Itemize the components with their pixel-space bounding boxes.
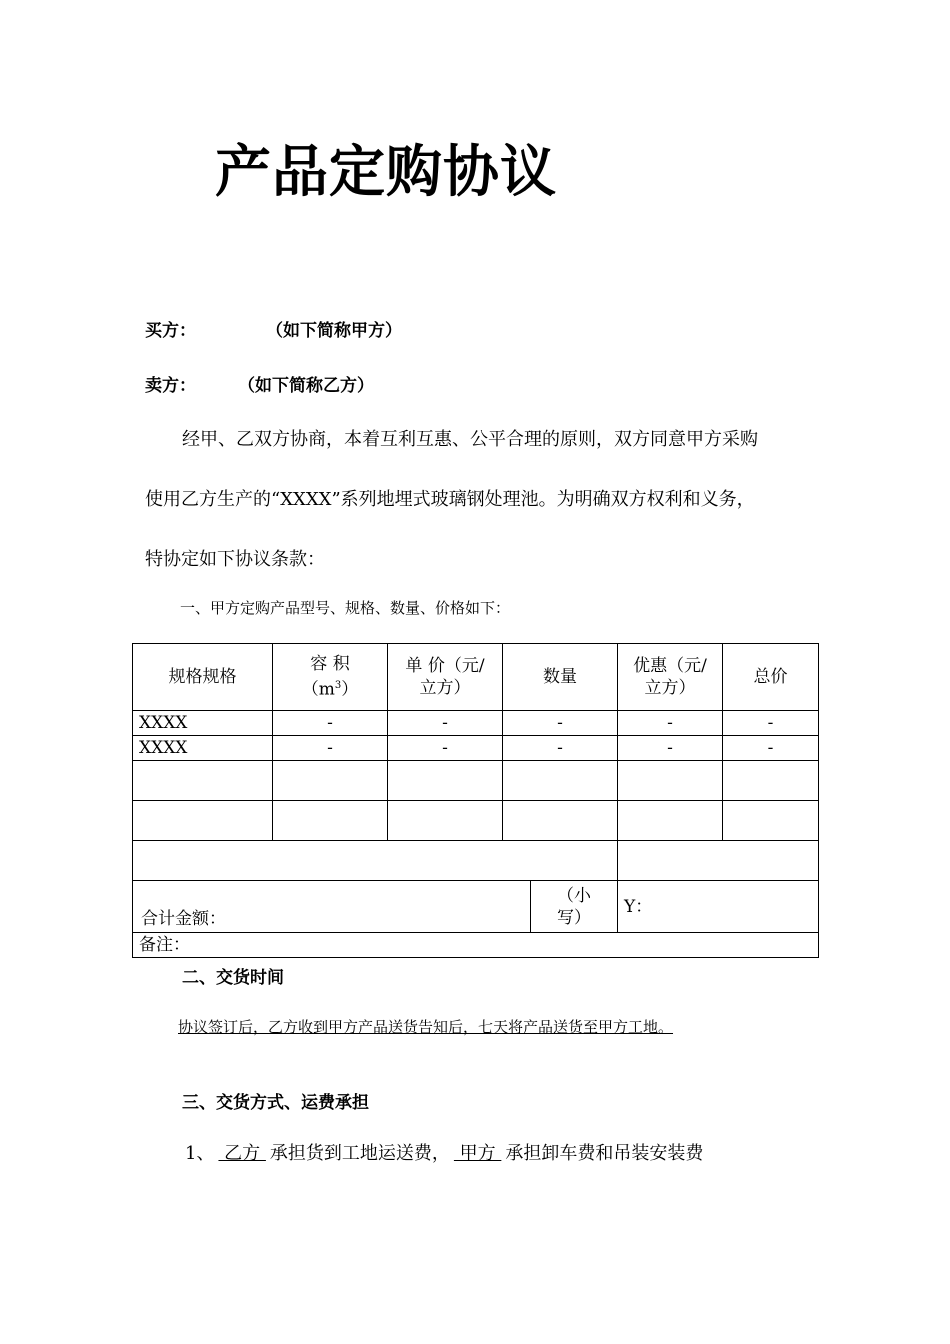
lowercase-label: （小 写） xyxy=(530,881,617,932)
table-row: XXXX - - - - - xyxy=(133,711,819,736)
party-seller: 乙方 xyxy=(218,1143,266,1164)
header-unit-price: 单 价（元/ 立方） xyxy=(388,644,503,711)
seller-label: 卖方： xyxy=(145,376,196,396)
section3-item-1: 1、 乙方 承担货到工地运送费， 甲方 承担卸车费和吊装安装费 xyxy=(185,1143,704,1164)
product-table xyxy=(132,643,819,958)
header-total: 总价 xyxy=(723,644,819,711)
header-volume: 容 积 $(m^3)$ xyxy=(273,644,388,711)
total-amount-label: 合计金额： xyxy=(141,909,226,929)
table-row-empty xyxy=(133,801,819,841)
seller-note: （如下简称乙方） xyxy=(238,376,374,396)
intro-line-2: 使用乙方生产的“XXXX”系列地埋式玻璃钢处理池。为明确双方权利和义务， xyxy=(145,489,755,510)
header-discount: 优惠（元/ 立方） xyxy=(618,644,723,711)
section1-heading: 一、甲方定购产品型号、规格、数量、价格如下： xyxy=(180,599,511,617)
table-row-empty xyxy=(133,841,819,881)
remarks-label: 备注： xyxy=(133,933,819,958)
party-buyer: 甲方 xyxy=(453,1143,502,1164)
section2-text: 协议签订后，乙方收到甲方产品送货告知后，七天将产品送货至甲方工地。 xyxy=(178,1018,674,1036)
buyer-line xyxy=(145,316,402,341)
header-quantity: 数量 xyxy=(503,644,618,711)
section3-heading: 三、交货方式、运费承担 xyxy=(182,1093,369,1113)
table-header-row xyxy=(133,644,819,711)
buyer-note: （如下简称甲方） xyxy=(266,321,402,341)
table-total-row xyxy=(133,881,819,933)
buyer-label: 买方： xyxy=(145,321,196,341)
document-title: 产品定购协议 xyxy=(215,140,557,205)
currency-amount: Y： xyxy=(618,881,819,933)
table-row: XXXX - - - - - xyxy=(133,736,819,761)
seller-line xyxy=(145,371,374,396)
table-remarks-row xyxy=(133,933,819,958)
header-spec: 规格规格 xyxy=(133,644,273,711)
intro-line-3: 特协定如下协议条款： xyxy=(145,549,325,570)
table-row-empty xyxy=(133,761,819,801)
intro-line-1: 经甲、乙双方协商，本着互利互惠、公平合理的原则，双方同意甲方采购 xyxy=(182,429,758,450)
section2-heading: 二、交货时间 xyxy=(182,968,284,988)
